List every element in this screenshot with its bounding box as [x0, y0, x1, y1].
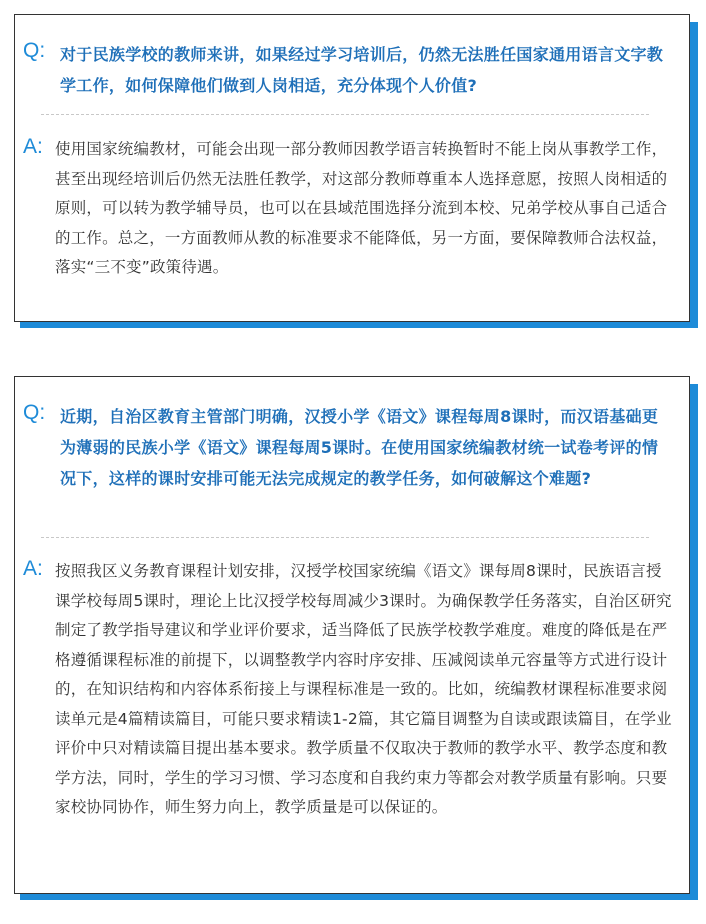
card-body — [14, 376, 690, 894]
answer-text: 使用国家统编教材，可能会出现一部分教师因教学语言转换暂时不能上岗从事教学工作，甚至出现经培训后仍然无法胜任教学，对这部分教师尊重本人选择意愿，按照人岗相适的原则，可以转为教学辅导员，也可以在县域范围选择分流到本校、兄弟学校从事自己适合的工作。总之，一方面教师从教的标准要求不能降低，另一方面，要保障教师合法权益，落实“三不变”政策待遇。 — [55, 140, 668, 276]
question-text: 近期，自治区教育主管部门明确，汉授小学《语文》课程每周8课时，而汉语基础更为薄弱的民族小学《语文》课程每周5课时。在使用国家统编教材统一试卷考评的情况下，这样的课时安排可能无法完成规定的教学任务，如何破解这个难题? — [60, 407, 659, 488]
question-text: 对于民族学校的教师来讲，如果经过学习培训后，仍然无法胜任国家通用语言文字教学工作，如何保障他们做到人岗相适，充分体现个人价值? — [60, 45, 664, 95]
question-row — [23, 401, 673, 494]
answer-marker: A: — [23, 135, 43, 158]
divider — [41, 537, 649, 538]
answer-row — [23, 135, 673, 283]
answer-row — [23, 557, 673, 823]
divider — [41, 114, 649, 115]
question-marker: Q: — [23, 401, 46, 424]
qa-card-1 — [14, 14, 690, 322]
question-marker: Q: — [23, 39, 46, 62]
question-row — [23, 39, 673, 101]
answer-text: 按照我区义务教育课程计划安排，汉授学校国家统编《语文》课每周8课时，民族语言授课学校每周5课时，理论上比汉授学校每周减少3课时。为确保教学任务落实，自治区研究制定了教学指导建议和学业评价要求，适当降低了民族学校教学难度。难度的降低是在严格遵循课程标准的前提下，以调整教学内容时序安排、压减阅读单元容量等方式进行设计的，在知识结构和内容体系衔接上与课程标准是一致的。比如，统编教材课程标准要求阅读单元是4篇精读篇目，可能只要求精读1-2篇，其它篇目调整为自读或跟读篇目，在学业评价中只对精读篇目提出基本要求。教学质量不仅取决于教师的教学水平、教学态度和教学方法，同时，学生的学习习惯、学习态度和自我约束力等都会对教学质量有影响。只要家校协同协作，师生努力向上，教学质量是可以保证的。 — [55, 562, 672, 816]
answer-marker: A: — [23, 557, 43, 580]
card-body — [14, 14, 690, 322]
qa-card-2 — [14, 376, 690, 894]
